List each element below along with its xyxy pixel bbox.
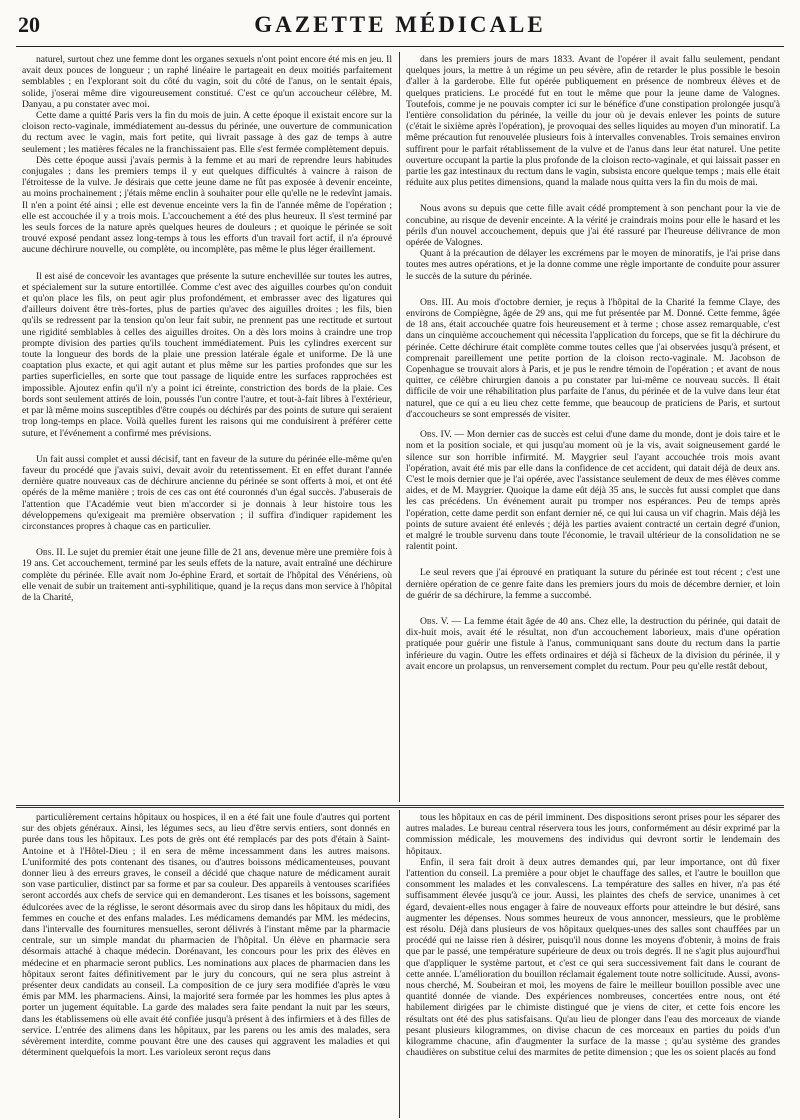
- section-divider: [16, 805, 784, 806]
- paragraph-text: dans les premiers jours de mars 1833. Avant de l'opérer il avait fallu seulement, pendant quelques jours, la mettre à un régime un peu sévère, afin de retarder le plus possible le besoin d'aller à la garderobe. Elle fut opérée publiquement en présence de nombreux élèves et de quelques praticiens. Le procédé fut en tout le même que pour la jeune dame de Valognes. Toutefois, comme je ne pouvais compter ici sur le bénéfice d'une constipation prolongée jusqu'à l'entière consolidation du périnée, la veille du jour où je devais enlever les points de suture (c'était le sixième après l'opération), je provoquai des selles liquides au moyen d'un minoratif. La même précaution fut renouvelée plusieurs fois à intervalles convenables. Trois semaines environ suffirent pour le parfait rétablissement de la vulve et de l'anus dans leur état naturel. Une petite ouverture occupant la partie la plus profonde de la cloison recto-vaginale, et qui laissait passer en partie les gaz intestinaux du rectum dans le vagin, subsista encore quelque temps ; mais elle était réduite aux plus petites dimensions, quand la malade nous quitta vers la fin du mois de mai.: [406, 54, 780, 189]
- paragraph-text: Un fait aussi complet et aussi décisif, tant en faveur de la suture du périnée elle-même qu'en faveur du procédé que j'avais suivi, devait avoir du retentissement. Et en effet durant l'année dernière quatre nouveaux cas de déchirure ancienne du périnée se sont offerts à moi, et ont été opérés de la même manière ; trois de ces cas ont été couronnés d'un égal succès. J'abuserais de l'attention que l'Académie veut bien m'accorder si je donnais à leur histoire tous les développemens qu'exigeait ma première observation ; il suffira d'indiquer rapidement les circonstances propres à chaque cas en particulier.: [22, 453, 392, 532]
- col1-paragraph-4: [22, 271, 392, 439]
- page-number: 20: [18, 12, 40, 37]
- observation-heading: Obs. II.: [36, 547, 66, 559]
- column-right-lower: [406, 812, 780, 1117]
- col3-paragraph-1: [22, 812, 390, 1058]
- paragraph-text: Dès cette époque aussi j'avais permis à la femme et au mari de reprendre leurs habitudes conjugales ; dans les premiers temps il y eut quelques difficultés à vaincre à raison de l'étroitesse de la vulve. Je désirais que cette jeune dame ne fût pas exposée à devenir enceinte, au moins prochainement ; j'étais même enclin à souhaiter pour elle qu'elle ne le redevînt jamais. Il n'en a point été ainsi ; elle est devenue enceinte vers la fin de l'année même de l'opération ; elle est accouchée il y a trois mois. L'accouchement a été des plus heureux. Il s'est terminé par les seuls forces de la nature après quelques heures de douleurs ; et quoique le périnée se soit trouvé exposé pendant assez long-temps à tous les efforts d'un travail fort actif, il n'a éprouvé aucune déchirure nouvelle, ou complète, ou incomplète, pas même le plus léger éraillement.: [22, 154, 392, 256]
- column-left-upper: [22, 54, 392, 799]
- col1-paragraph-6: [22, 547, 392, 603]
- col1-paragraph-5: [22, 454, 392, 532]
- paragraph-text: naturel, surtout chez une femme dont les organes sexuels n'ont point encore été mis en jeu. Il avait deux pouces de longueur ; un raphé linéaire le partageait en deux moitiés parfaitement semblables ; en l'explorant soit du côté du vagin, soit du côté de l'anus, on le sentait épais, solide, j'oserai même dire vigoureusement constitué. C'est ce qu'un accoucheur célèbre, M. Danyau, a pu constater avec moi.: [22, 54, 392, 110]
- col2-paragraph-1: [406, 54, 780, 188]
- paragraph-text: Quant à la précaution de délayer les excrémens par le moyen de minoratifs, je l'ai prise dans toutes mes autres opérations, et je la donne comme une règle importante de conduite pour assurer le succès de la suture du périnée.: [406, 248, 780, 282]
- paragraph-text: particulièrement certains hôpitaux ou hospices, il en a été fait une foule d'autres qui portent sur des objets généraux. Ainsi, les légumes secs, au lieu d'être servis entiers, sont donnés en purée dans tous les hôpitaux. Les pots de grès ont été remplacés par des pots d'étain à Saint-Antoine et à l'Hôtel-Dieu ; il en sera de même incessamment dans les autres maisons. L'uniformité des pots contenant des tisanes, ou d'autres boissons médicamenteuses, pouvant donner lieu à des erreurs graves, le conseil a décidé que chaque nature de médicament aurait son vase particulier, distinct par sa forme et par sa couleur. Des appareils à ventouses scarifiées seront accordés aux chefs de service qui en demanderont. Les tisanes et les boissons, sagement édulcorées avec de la réglisse, le seront désormais avec du sirop dans les hôpitaux du midi, des femmes en couche et des enfans malades. Les médicamens demandés par MM. les médecins, dans l'intervalle des fournitures mensuelles, seront délivrés à l'instant même par la pharmacie centrale, sur un simple mandat du pharmacien de l'hôpital. Un élève en pharmacie sera désormais attaché à chaque médecin. Dorénavant, les concours pour les prix des élèves en médecine et en pharmacie seront publics. Les nominations aux places de pharmacien dans les hôpitaux seront faites définitivement par le jury du concours, qui ne sera plus astreint à présenter deux candidats au conseil. La composition de ce jury sera modifiée d'après le vœu émis par MM. les pharmaciens. Ainsi, la majorité sera formée par les hommes les plus aptes à porter un jugement équitable. La garde des malades sera faite pendant la nuit par les sœurs, dans les établissemens où elle avait été confiée jusqu'à présent à des infirmiers et à des filles de service. L'entrée des alimens dans les hôpitaux, par les parens ou les amis des malades, sera sévèrement interdite, comme pouvant être une des causes qui aggravent les maladies et qui déterminent quelquefois la mort. Les varioleux seront reçus dans: [22, 812, 390, 1059]
- paragraph-text: — Mon dernier cas de succès est celui d'une dame du monde, dont je dois taire et le nom et la position sociale, et qui jusqu'au moment où je la vis, avait soigneusement gardé le silence sur son horrible infirmité. M. Maygrier seul l'ayant accouchée trois mois avant l'opération, avait été mis par elle dans la confidence de cet accident, qui datait déjà de deux ans. C'est le mois dernier que je l'ai opérée, avec l'assistance seulement de deux de mes élèves comme aides, et de M. Maygrier. Quoique la dame eût déjà 35 ans, le succès fut aussi complet que dans les cas précédens. Un événement aurait pu tromper nos espérances. Peu de temps après l'opération, cette dame perdit son enfant dernier né, ce qui lui causa un vif chagrin. Mais déjà les points de suture avaient été enlevés ; déjà les parties avaient contracté un certain degré d'union, et malgré le trouble survenu dans toute l'économie, le travail ultérieur de la consolidation ne se ralentit point.: [406, 429, 780, 553]
- paragraph-text: Au mois d'octobre dernier, je reçus à l'hôpital de la Charité la femme Claye, des environs de Compiègne, âgée de 29 ans, qui me fut présentée par M. Donné. Cette femme, âgée de 18 ans, était accouchée quatre fois heureusement et à terme ; chose assez remarquable, c'est dans un cinquième accouchement qui nécessita l'application du forceps, que se fit la déchirure du périnée. Cette déchirure était complète comme toutes celles que j'ai observées jusqu'à présent, et comprenait pareillement une petite portion de la cloison recto-vaginale. M. Jacobson de Copenhague se trouvait alors à Paris, et je pus le rendre témoin de l'opération ; et avant de nous quitter, ce célèbre chirurgien danois a pu constater par lui-même ce nouveau succès. Il était difficile de voir une réhabilitation plus parfaite de l'anus, du périnée et de la vulve dans leur état naturel, que ce qui a eu lieu chez cette femme, que beaucoup de praticiens de Paris, et surtout d'accoucheurs se sont empressés de visiter.: [406, 296, 780, 420]
- col2-paragraph-7: [406, 616, 780, 672]
- col2-paragraph-4: [406, 297, 780, 420]
- paragraph-text: Cette dame a quitté Paris vers la fin du mois de juin. A cette époque il existait encore sur la cloison recto-vaginale, immédiatement au-dessus du périnée, une ouverture de communication du rectum avec le vagin, mais fort petite, qui livrait passage à des gaz de temps à autre seulement ; les matières fécales ne la franchissaient pas. Elle s'est fermée complètement depuis.: [22, 110, 392, 155]
- column-divider-lower: [399, 810, 400, 1118]
- paragraph-text: Enfin, il sera fait droit à deux autres demandes qui, par leur importance, ont dû fixer l'attention du conseil. La première a pour objet le chauffage des salles, et l'autre le bouillon que consomment les malades et les convalescens. La température des salles en hiver, n'a pas été suffisamment élevée jusqu'à ce jour. Aussi, les plaintes des chefs de service, unanimes à cet égard, devaient-elles nous engager à faire de nouveaux efforts pour atteindre le but désiré, sans augmenter les dépenses. Nous sommes heureux de vous annoncer, messieurs, que le problème est résolu. Déjà dans plusieurs de vos hôpitaux quelques-unes des salles sont chauffées par un procédé qui ne laisse rien à désirer, puisqu'il nous donne les moyens d'obtenir, à moins de frais que par le passé, une température supérieure de deux ou trois degrés. Il ne s'agit plus aujourd'hui que d'appliquer le système partout, et c'est ce qui sera successivement fait dans le courant de cette année. L'amélioration du bouillon réclamait également toute notre sollicitude. Aussi, avons-nous cherché, M. Soubeiran et moi, les moyens de faire le meilleur bouillon possible avec une quantité donnée de viande. Des expériences nombreuses, concertées entre nous, ont été habilement dirigées par le chimiste distingué que je viens de citer, et cette fois encore les résultats ont été des plus satisfaisans. Qu'au lieu de plonger dans l'eau des morceaux de viande pesant plusieurs kilogrammes, on divise chacun de ces morceaux en parties du poids d'un kilogramme chacune, afin d'augmenter la surface de la masse ; qu'au système des grandes chaudières on substitue celui des marmites de petite dimension ; que les os soient placés au fond: [406, 856, 780, 1059]
- page-header: [16, 6, 784, 47]
- col2-paragraph-2: [406, 203, 780, 248]
- paragraph-text: Le sujet du premier était une jeune fille de 21 ans, devenue mère une première fois à 19 ans. Cet accouchement, terminé par les seuls effets de la nature, avait entraîné une déchirure complète du périnée. Elle avait nom Jo-éphine Erard, et sortait de l'hôpital des Vénériens, où elle venait de subir un traitement anti-syphilitique, quand je la reçus dans mon service à l'hôpital de la Charité,: [22, 547, 392, 603]
- col2-paragraph-3: [406, 248, 780, 282]
- section-divider-second: [16, 807, 784, 808]
- col2-paragraph-5: [406, 429, 780, 552]
- col4-paragraph-2: [406, 857, 780, 1059]
- observation-heading: Obs. V.: [420, 615, 449, 627]
- paragraph-text: Il est aisé de concevoir les avantages que présente la suture enchevillée sur toutes les autres, et spécialement sur la suture entortillée. Comme c'est avec des aiguilles courbes qu'on conduit et qu'on place les fils, on peut agir plus profondément, et embrasser avec des ligatures qui d'ailleurs doivent être très-fortes, plus de parties qu'avec des aiguilles droites ; les fils, bien qu'ils se redressent par la tension qu'on leur fait subir, ne prennent pas une rectitude et surtout une rigidité semblables à celles des aiguilles droites. On a dès lors moins à craindre une trop prompte division des parties qu'ils touchent immédiatement. Puis les cylindres exercent sur toute la longueur des bords de la plaie une pression latérale égale et uniforme. De là une coaptation plus exacte, et qui agit autant et plus même sur les parties profondes que sur les parties superficielles, en sorte que tout passage de liquide entre les surfaces rapprochées est impossible. Ajoutez enfin qu'il n'y a point ici étreinte, constriction des bords de la plaie. Ces bords sont seulement attirés de loin, poussés l'un contre l'autre, et tout-à-fait libres à l'extérieur, et par là même moins susceptibles d'être coupés ou déchirés par des points de suture qui seraient trop long-temps en place. Voilà quelles furent les raisons qui me conduisirent à préférer cette suture, et l'événement a confirmé mes prévisions.: [22, 270, 392, 439]
- col2-paragraph-6: [406, 567, 780, 601]
- col1-paragraph-3: [22, 155, 392, 256]
- col1-paragraph-2: [22, 110, 392, 155]
- paragraph-text: Le seul revers que j'ai éprouvé en pratiquant la suture du périnée est tout récent ; c'est une dernière opération de ce genre faite dans les premiers jours du mois de décembre dernier, et loin de guérir de sa déchirure, la femme a succombé.: [406, 567, 780, 601]
- col1-paragraph-1: [22, 54, 392, 110]
- column-left-lower: [22, 812, 390, 1117]
- paragraph-text: tous les hôpitaux en cas de péril imminent. Des dispositions seront prises pour les séparer des autres malades. Le bureau central réservera tous les jours, conformément au désir exprimé par la commission médicale, les mouvemens des individus qui devront sortir le lendemain des hôpitaux.: [406, 812, 780, 857]
- column-right-upper: [406, 54, 780, 799]
- observation-heading: Obs. IV.: [420, 429, 452, 441]
- paragraph-text: Nous avons su depuis que cette fille avait cédé promptement à son penchant pour la vie de concubine, au risque de devenir enceinte. A la vérité je craindrais moins pour elle le hasard et les périls d'un nouvel accouchement, depuis que j'ai été rassuré par l'heureuse délivrance de mon opérée de Valognes.: [406, 203, 780, 249]
- observation-heading: Obs. III.: [420, 296, 454, 308]
- journal-title: GAZETTE MÉDICALE: [254, 12, 546, 37]
- column-divider-upper: [399, 52, 400, 802]
- paragraph-text: — La femme était âgée de 40 ans. Chez elle, la destruction du périnée, qui datait de dix-huit mois, avait été le résultat, non d'un accouchement laborieux, mais d'une opération pratiquée pour guérir une fistule à l'anus, communiquant sans doute du rectum dans la partie inférieure du vagin. Outre les effets ordinaires et déjà si fâcheux de la division du périnée, il y avait encore un prolapsus, un renversement complet du rectum. Pour peu qu'elle restât debout,: [406, 615, 780, 672]
- col4-paragraph-1: [406, 812, 780, 857]
